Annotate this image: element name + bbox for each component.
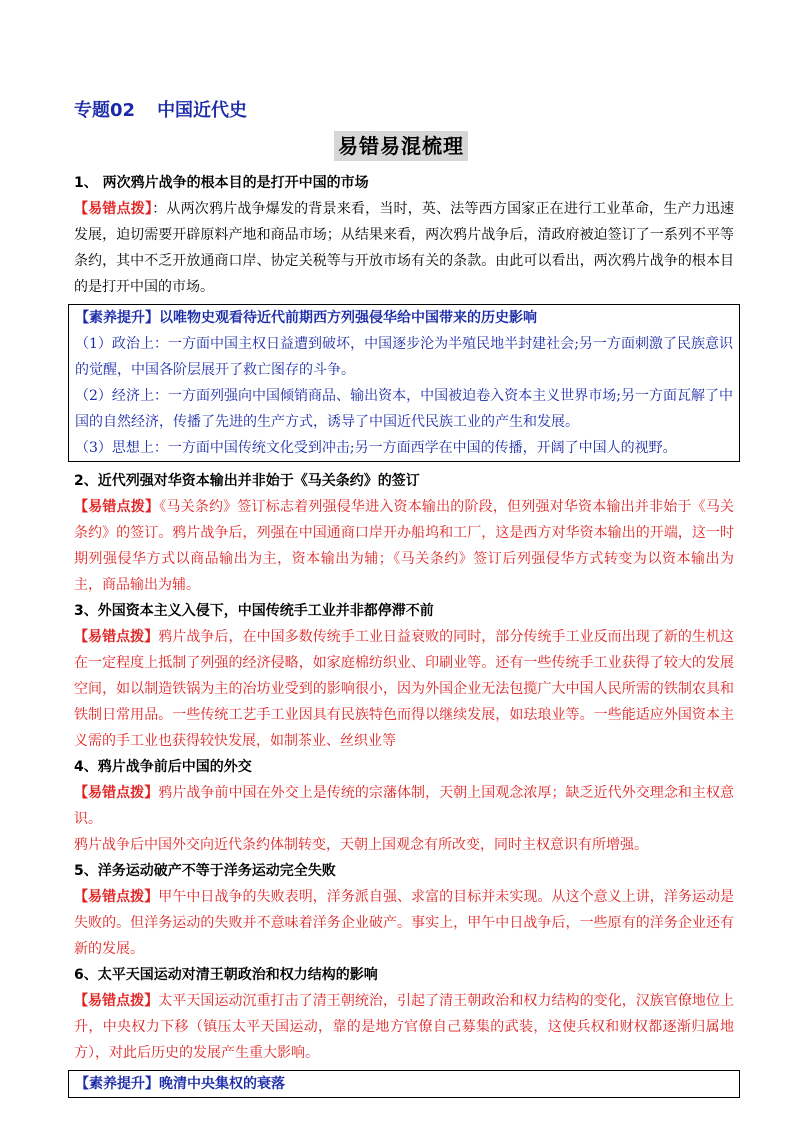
section-4-heading: 4、鸦片战争前后中国的外交 bbox=[74, 759, 252, 775]
topic-number: 专题02 bbox=[74, 100, 136, 121]
section-banner: 易错易混梳理 bbox=[334, 131, 468, 161]
section-1-heading: 1、 两次鸦片战争的根本目的是打开中国的市场 bbox=[74, 175, 369, 191]
literacy-box-2 bbox=[68, 1070, 740, 1098]
section-3-heading: 3、外国资本主义入侵下，中国传统手工业并非都停滞不前 bbox=[74, 603, 434, 619]
section-5-body bbox=[74, 884, 734, 962]
section-6-heading: 6、太平天国运动对清王朝政治和权力结构的影响 bbox=[74, 967, 378, 983]
tip-tag: 【易错点拨】 bbox=[74, 889, 159, 905]
literacy-title: 晚清中央集权的衰落 bbox=[159, 1076, 285, 1092]
tip-tag: 【易错点拨】 bbox=[74, 785, 159, 801]
tip-text: 鸦片战争前中国在外交上是传统的宗藩体制，天朝上国观念浓厚；缺乏近代外交理念和主权意识。 bbox=[74, 785, 735, 827]
tip-text: 甲午中日战争的失败表明，洋务派自强、求富的目标并未实现。从这个意义上讲，洋务运动是失败的。但洋务运动的失败并不意味着洋务企业破产。事实上，甲午中日战争后，一些原有的洋务企业还有新的发展。 bbox=[74, 889, 735, 957]
tip-text: 鸦片战争后，在中国多数传统手工业日益衰败的同时，部分传统手工业反而出现了新的生机这在一定程度上抵制了列强的经济侵略，如家庭棉纺织业、印刷业等。还有一些传统手工业获得了较大的发展空间，如以制造铁锅为主的冶坊业受到的影响很小，因为外国企业无法包揽广大中国人民所需的铁制农具和铁制日常用品。一些传统工艺手工业因具有民族特色而得以继续发展，如珐琅业等。一些能适应外国资本主义需的手工业也获得较快发展，如制茶业、丝织业等 bbox=[74, 629, 735, 749]
section-4-body-2: 鸦片战争后中国外交向近代条约体制转变，天朝上国观念有所改变，同时主权意识有所增强。 bbox=[74, 837, 648, 853]
tip-text: ：从两次鸦片战争爆发的背景来看，当时，英、法等西方国家正在进行工业革命，生产力迅速发展，迫切需要开辟原料产地和商品市场；从结果来看，两次鸦片战争后，清政府被迫签订了一系列不平等条约，其中不乏开放通商口岸、协定关税等与开放市场有关的条款。由此可以看出，两次鸦片战争的根本目的是打开中国的市场。 bbox=[74, 201, 735, 295]
section-1-body bbox=[74, 196, 734, 300]
tip-tag: 【易错点拨】 bbox=[74, 499, 160, 515]
literacy-item-3: （3）思想上：一方面中国传统文化受到冲击;另一方面西学在中国的传播，开阔了中国人的视野。 bbox=[75, 440, 677, 456]
literacy-tag: 【素养提升】 bbox=[75, 310, 159, 326]
section-6-body bbox=[74, 988, 734, 1066]
topic-header bbox=[74, 96, 247, 122]
section-3-body bbox=[74, 624, 734, 754]
section-5-heading: 5、洋务运动破产不等于洋务运动完全失败 bbox=[74, 863, 336, 879]
literacy-title: 以唯物史观看待近代前期西方列强侵华给中国带来的历史影响 bbox=[159, 310, 537, 326]
literacy-box-1 bbox=[68, 304, 740, 462]
tip-tag: 【易错点拨】 bbox=[74, 629, 159, 645]
content-body bbox=[74, 170, 734, 1104]
topic-title: 中国近代史 bbox=[157, 100, 248, 121]
literacy-item-2: （2）经济上：一方面列强向中国倾销商品、输出资本，中国被迫卷入资本主义世界市场;另一方面瓦解了中国的自然经济，传播了先进的生产方式，诱导了中国近代民族工业的产生和发展。 bbox=[75, 388, 733, 430]
section-4-body bbox=[74, 780, 734, 832]
tip-text: 《马关条约》签订标志着列强侵华进入资本输出的阶段，但列强对华资本输出并非始于《马关条约》的签订。鸦片战争后，列强在中国通商口岸开办船坞和工厂，这是西方对华资本输出的开端，这一时期列强侵华方式以商品输出为主，资本输出为辅；《马关条约》签订后列强侵华方式转变为以资本输出为主，商品输出为辅。 bbox=[74, 499, 735, 593]
tip-tag: 【易错点拨】 bbox=[74, 993, 159, 1009]
section-2-heading: 2、近代列强对华资本输出并非始于《马关条约》的签订 bbox=[74, 473, 420, 489]
literacy-box-title bbox=[75, 1071, 733, 1097]
literacy-item-1: （1）政治上：一方面中国主权日益遭到破坏，中国逐步沦为半殖民地半封建社会;另一方面刺激了民族意识的觉醒，中国各阶层展开了救亡图存的斗争。 bbox=[75, 336, 733, 378]
section-2-body bbox=[74, 494, 734, 598]
tip-tag: 【易错点拨】 bbox=[74, 201, 153, 217]
literacy-tag: 【素养提升】 bbox=[75, 1076, 159, 1092]
literacy-box-title bbox=[75, 305, 733, 331]
tip-text: 太平天国运动沉重打击了清王朝统治，引起了清王朝政治和权力结构的变化，汉族官僚地位上升，中央权力下移（镇压太平天国运动，靠的是地方官僚自己募集的武装，这使兵权和财权都逐渐归属地方），对此后历史的发展产生重大影响。 bbox=[74, 993, 735, 1061]
